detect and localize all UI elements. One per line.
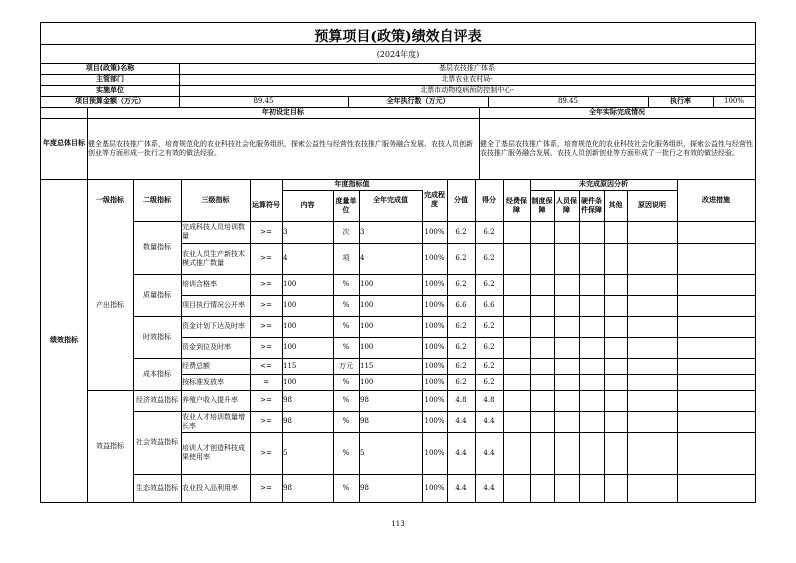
rate-label: 执行率 <box>670 97 691 105</box>
page-number: 113 <box>391 520 405 528</box>
indicator-score: 6.2 <box>483 322 495 330</box>
header-level3: 三级指标 <box>201 195 230 204</box>
indicator-degree: 100% <box>424 483 445 492</box>
header-measures: 改进措施 <box>702 195 730 204</box>
indicator-degree: 100% <box>424 280 445 288</box>
initial-goal-text: 健全基层农技推广体系，培育规范化的农业科技社会化服务组织，探索公益性与经营性农技推广服务融合发展、农技人员创新创业等方面形成一批行之有效的做法经验。 <box>88 139 473 157</box>
indicator-target: 5 <box>283 448 288 457</box>
header-operator: 运算符号 <box>252 201 280 209</box>
indicator-target: 100 <box>283 377 297 386</box>
indicator-unit: % <box>342 417 350 425</box>
indicator-operator: >= <box>260 322 272 330</box>
indicator-name: 经费总额 <box>182 361 210 370</box>
indicator-degree: 100% <box>424 396 445 404</box>
indicator-completed: 98 <box>360 396 369 404</box>
indicator-degree: 100% <box>424 301 445 309</box>
indicator-completed: 3 <box>360 227 365 236</box>
indicator-operator: = <box>263 377 269 386</box>
indicator-degree: 100% <box>424 361 445 370</box>
indicator-name: 项目执行情况公开率 <box>182 301 245 309</box>
exec-value: 89.45 <box>557 97 579 105</box>
indicator-score-full: 6.2 <box>455 227 467 236</box>
header-system: 制度保障 <box>531 196 553 214</box>
indicator-score: 6.2 <box>483 280 495 288</box>
indicator-score-full: 6.2 <box>455 322 467 330</box>
indicator-degree: 100% <box>424 254 445 262</box>
indicator-operator: >= <box>260 254 272 262</box>
grid-line <box>41 44 755 45</box>
header-level2: 二级指标 <box>143 195 171 204</box>
header-degree: 完成程度 <box>424 191 445 208</box>
level2-economic: 经济效益指标 <box>136 396 178 404</box>
indicator-degree: 100% <box>424 417 445 425</box>
form-year: (2024年度) <box>376 50 420 59</box>
indicator-operator: >= <box>260 227 272 236</box>
indicator-completed: 115 <box>360 361 374 370</box>
initial-goal-header: 年初设定目标 <box>262 108 304 116</box>
indicator-unit: 万元 <box>339 361 353 370</box>
indicator-score-full: 6.2 <box>455 343 467 351</box>
level2-quantity: 数量指标 <box>143 243 171 251</box>
dept-label: 主管部门 <box>96 75 124 83</box>
indicator-score: 6.2 <box>483 254 495 262</box>
level1-effect: 效益指标 <box>96 441 124 450</box>
header-completed: 全年完成值 <box>373 195 408 204</box>
header-unit: 度量单位 <box>335 196 357 214</box>
indicator-operator: >= <box>260 343 272 351</box>
indicator-unit: % <box>342 377 350 386</box>
indicator-completed: 100 <box>360 301 374 309</box>
indicator-score: 6.2 <box>483 361 495 370</box>
indicator-target: 115 <box>283 361 297 370</box>
indicator-score-full: 6.6 <box>455 301 467 309</box>
indicator-score: 4.4 <box>483 417 495 425</box>
project-name-label: 项目(政策)名称 <box>85 64 135 72</box>
header-explanation: 原因说明 <box>638 201 666 209</box>
indicator-completed: 100 <box>360 343 374 351</box>
indicator-score-full: 4.8 <box>455 396 467 404</box>
indicator-target: 3 <box>283 227 288 236</box>
indicator-name: 按标准发放率 <box>182 377 224 386</box>
indicator-unit: % <box>342 396 350 404</box>
indicator-name: 培训人才创造科技成果使用率 <box>182 444 245 461</box>
indicator-name: 资金计划下达及时率 <box>182 322 245 330</box>
form-title: 预算项目(政策)绩效自评表 <box>314 29 482 45</box>
indicator-target: 98 <box>283 396 292 404</box>
header-score-full: 分值 <box>454 195 468 204</box>
level2-quality: 质量指标 <box>143 290 171 299</box>
header-content: 内容 <box>300 201 315 209</box>
indicator-score-full: 4.4 <box>455 448 467 457</box>
indicator-name: 资金到位及时率 <box>182 343 231 351</box>
indicator-operator: >= <box>260 483 272 492</box>
indicator-score: 6.6 <box>483 301 495 309</box>
indicator-score: 6.2 <box>483 377 495 386</box>
indicator-completed: 4 <box>360 254 365 262</box>
grid-line <box>554 190 555 502</box>
indicator-completed: 100 <box>360 322 374 330</box>
header-personnel: 人员保障 <box>556 196 577 214</box>
grid-line <box>530 179 531 502</box>
level1-output: 产出指标 <box>96 301 124 309</box>
indicator-name: 培训合格率 <box>182 280 217 288</box>
grid-line <box>604 190 605 502</box>
performance-indicators-label: 绩效指标 <box>50 336 78 344</box>
indicator-unit: 项 <box>342 254 350 262</box>
budget-label: 项目预算金额（万元） <box>75 97 145 105</box>
indicator-name: 养殖户收入提升率 <box>182 396 238 404</box>
unit-value: 北票市动物疫病预防控制中心- <box>420 86 514 94</box>
indicator-operator: >= <box>260 301 272 309</box>
goals-label: 年度总体目标 <box>43 138 85 147</box>
indicator-target: 98 <box>283 417 292 425</box>
indicator-score-full: 4.4 <box>455 417 467 425</box>
indicator-name: 农业投入品利用率 <box>182 483 238 492</box>
indicator-completed: 98 <box>360 417 369 425</box>
indicator-operator: >= <box>260 417 272 425</box>
indicator-score-full: 6.2 <box>455 280 467 288</box>
header-score: 得分 <box>482 195 496 204</box>
header-hardware: 硬件条件保障 <box>581 196 602 214</box>
indicator-degree: 100% <box>424 227 445 236</box>
indicator-operator: >= <box>260 448 272 457</box>
indicator-unit: % <box>342 483 350 492</box>
indicator-degree: 100% <box>424 322 445 330</box>
level2-time: 时效指标 <box>143 332 171 341</box>
header-other: 其他 <box>608 201 623 209</box>
indicator-score-full: 6.2 <box>455 377 467 386</box>
indicator-degree: 100% <box>424 343 445 351</box>
indicator-score-full: 6.2 <box>455 254 467 262</box>
indicator-unit: 次 <box>342 227 350 236</box>
indicator-degree: 100% <box>424 448 445 457</box>
indicator-operator: >= <box>260 396 272 404</box>
level2-cost: 成本指标 <box>143 369 171 378</box>
indicator-degree: 100% <box>424 377 445 386</box>
indicator-unit: % <box>342 322 350 330</box>
indicator-operator: >= <box>260 280 272 288</box>
grid-line <box>503 179 504 502</box>
project-name-value: 基层农技推广体系 <box>439 64 495 72</box>
grid-line <box>579 190 580 502</box>
indicator-target: 100 <box>283 301 297 309</box>
indicator-unit: % <box>342 280 350 288</box>
indicator-operator: <= <box>260 361 272 370</box>
indicator-score-full: 6.2 <box>455 361 467 370</box>
header-funding: 经费保障 <box>506 196 527 214</box>
indicator-unit: % <box>342 343 350 351</box>
level2-social: 社会效益指标 <box>136 438 178 446</box>
indicator-target: 100 <box>283 322 297 330</box>
indicator-target: 100 <box>283 280 297 288</box>
indicator-score: 4.4 <box>483 483 495 492</box>
indicator-score-full: 4.4 <box>455 483 467 492</box>
actual-goal-header: 全年实际完成情况 <box>589 108 645 116</box>
indicator-unit: % <box>342 301 350 309</box>
indicator-completed: 100 <box>360 280 374 288</box>
unit-label: 实施单位 <box>96 86 124 94</box>
indicator-score: 4.8 <box>483 396 495 404</box>
actual-goal-text: 健全了基层农技推广体系，培育规范化的农业科技社会化服务组织，探索公益性与经营性农技推广服务融合发展、农技人员创新创业等方面形成了一批行之有效的做法经验。 <box>480 139 753 157</box>
indicator-name: 完成科技人员培训数量 <box>182 223 245 240</box>
indicator-target: 98 <box>283 483 292 492</box>
indicator-score: 6.2 <box>483 227 495 236</box>
grid-line <box>627 190 628 502</box>
indicator-score: 4.4 <box>483 448 495 457</box>
exec-label: 全年执行数（万元） <box>386 97 450 105</box>
indicator-completed: 5 <box>360 448 365 457</box>
indicator-name: 农业人员生产新技术模式推广数量 <box>182 249 245 267</box>
indicator-completed: 98 <box>360 483 369 492</box>
grid-line <box>677 179 678 502</box>
indicator-target: 4 <box>283 254 288 262</box>
indicator-completed: 100 <box>360 377 374 386</box>
rate-value: 100% <box>723 97 744 105</box>
budget-value: 89.45 <box>253 97 274 105</box>
header-annual-value: 年度指标值 <box>334 180 370 188</box>
dept-value: 北票农业农村局- <box>441 75 493 83</box>
indicator-target: 100 <box>283 343 297 351</box>
level2-ecological: 生态效益指标 <box>136 483 178 492</box>
indicator-name: 农业人才培训数量增长率 <box>182 412 245 430</box>
indicator-unit: % <box>342 448 350 457</box>
indicator-score: 6.2 <box>483 343 495 351</box>
performance-evaluation-form <box>40 22 756 503</box>
header-level1: 一级指标 <box>96 195 124 204</box>
header-reasons: 未完成原因分析 <box>579 180 628 188</box>
